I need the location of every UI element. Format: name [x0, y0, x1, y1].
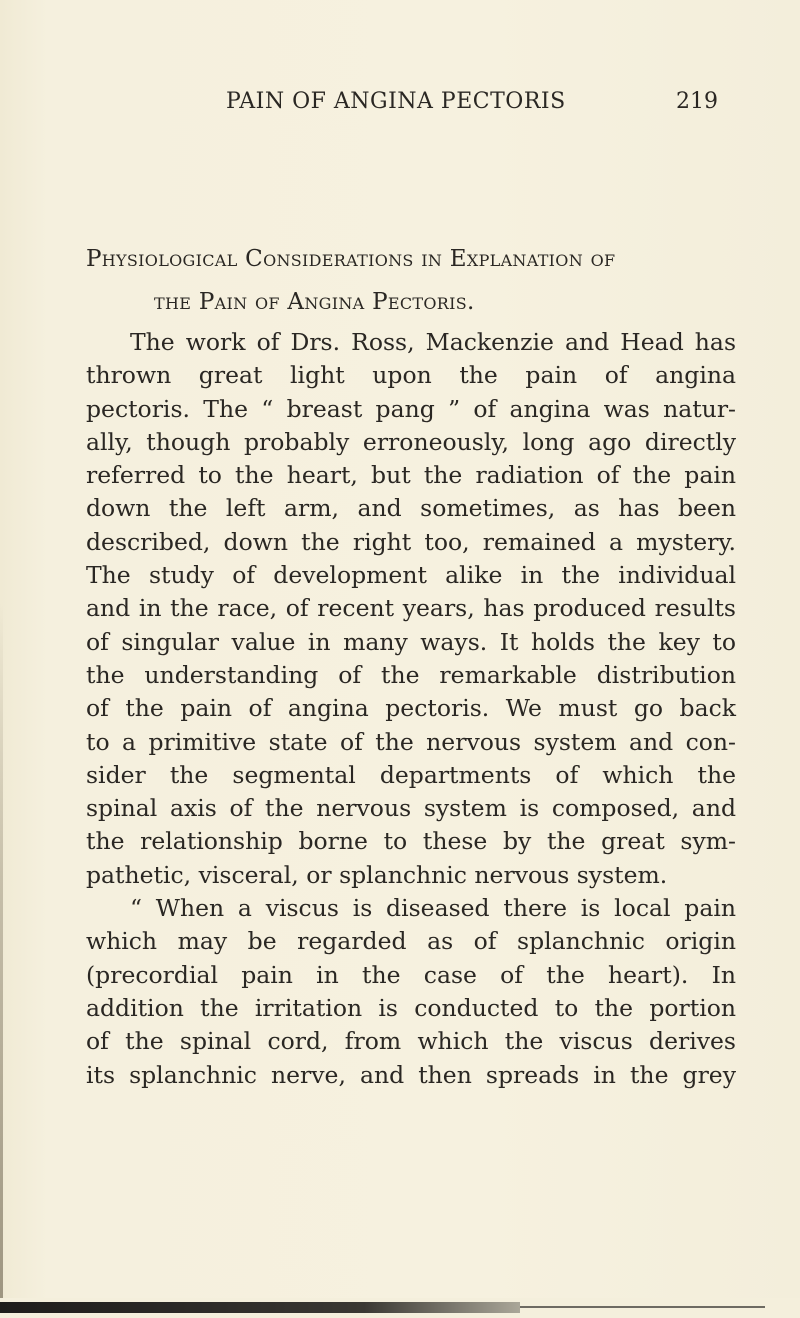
body-line: to a primitive state of the nervous system and con- [86, 727, 736, 756]
body-line: described, down the right too, remained a mystery. [86, 527, 736, 556]
body-line: its splanchnic nerve, and then spreads in the grey [86, 1060, 736, 1089]
body-line: of singular value in many ways. It holds the key to [86, 627, 736, 656]
section-heading [86, 238, 736, 324]
body-line: down the left arm, and sometimes, as has been [86, 494, 736, 523]
body-line: thrown great light upon the pain of angina [86, 361, 736, 390]
page-number: 219 [676, 89, 718, 114]
body-line: sider the segmental departments of which the [86, 760, 736, 789]
section-heading-line-1: Physiological Considerations in Explanation of [86, 246, 616, 272]
body-line: addition the irritation is conducted to the portion [86, 993, 736, 1022]
body-line: the relationship borne to these by the great sym- [86, 827, 736, 856]
body-line: pectoris. The “ breast pang ” of angina was natur- [86, 394, 736, 423]
body-line: of the pain of angina pectoris. We must go back [86, 694, 736, 723]
scan-bottom-rule [520, 1306, 765, 1308]
body-line: spinal axis of the nervous system is composed, and [86, 794, 736, 823]
page-edge-shadow [0, 600, 3, 1300]
body-line: of the spinal cord, from which the viscus derives [86, 1027, 736, 1056]
body-line: referred to the heart, but the radiation of the pain [86, 461, 736, 490]
body-line: (precordial pain in the case of the heart). In [86, 960, 736, 989]
scan-bottom-edge [0, 1298, 800, 1318]
body-line: and in the race, of recent years, has produced results [86, 594, 736, 623]
body-line: The study of development alike in the individual [86, 561, 736, 590]
section-heading-line-2: the Pain of Angina Pectoris. [154, 289, 475, 315]
body-line: ally, though probably erroneously, long ago directly [86, 427, 736, 456]
running-head [0, 89, 800, 119]
body-paragraphs [86, 326, 736, 1092]
body-line: which may be regarded as of splanchnic origin [86, 927, 736, 956]
body-line: “ When a viscus is diseased there is local pain [130, 894, 736, 923]
scan-bottom-dark-band [0, 1302, 520, 1313]
running-head-title: PAIN OF ANGINA PECTORIS [226, 89, 566, 114]
body-line: pathetic, visceral, or splanchnic nervous system. [86, 860, 668, 889]
body-line: The work of Drs. Ross, Mackenzie and Head has [130, 328, 736, 356]
body-line: the understanding of the remarkable distribution [86, 660, 736, 689]
